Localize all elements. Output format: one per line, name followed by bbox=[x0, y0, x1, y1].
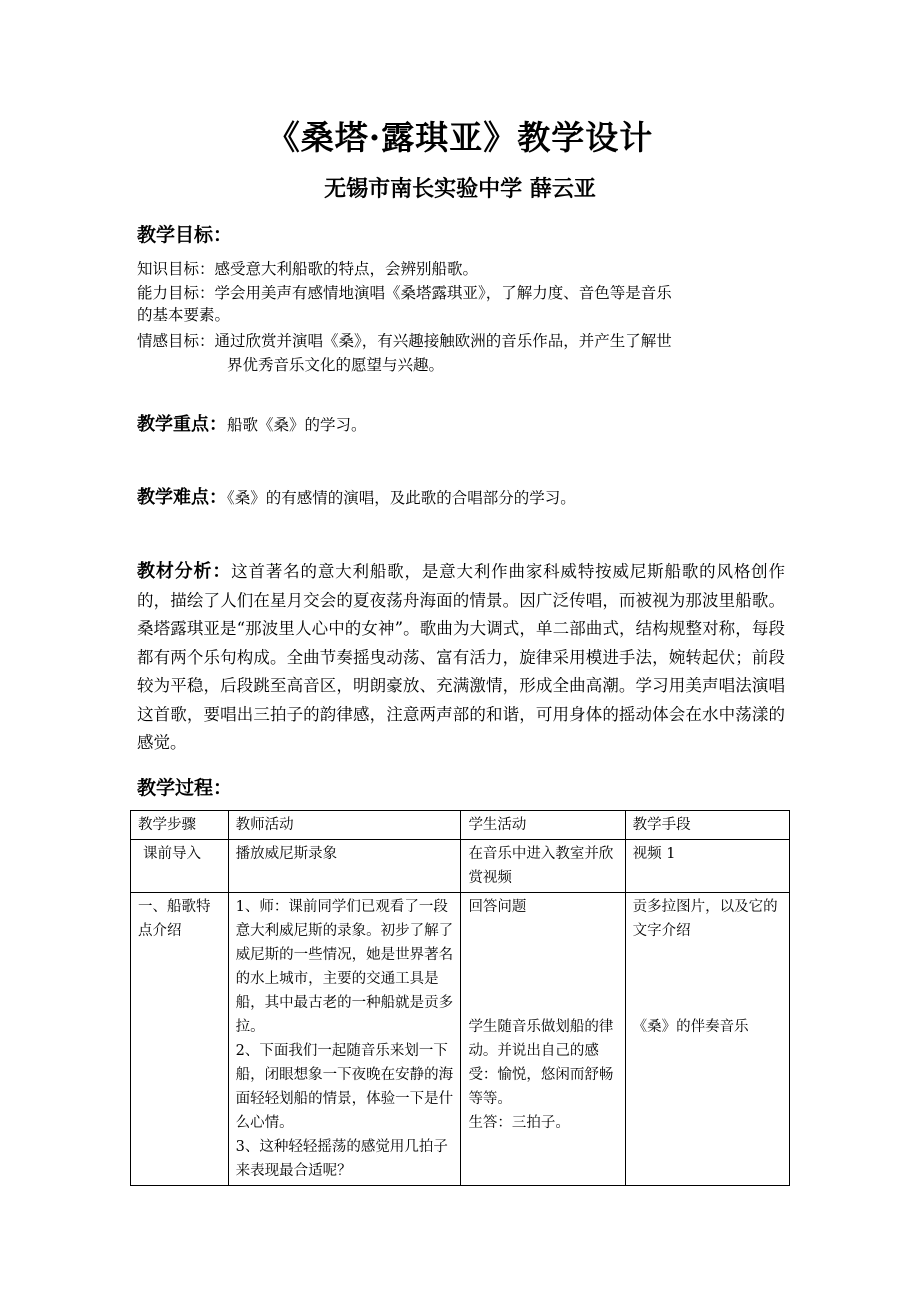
row1-step: 课前导入 bbox=[131, 840, 229, 893]
row2-student bbox=[461, 893, 625, 1186]
row2-teacher-2: 2、下面我们一起随音乐来划一下船，闭眼想象一下夜晚在安静的海面轻轻划船的情景，体验一下是什么心情。 bbox=[235, 1043, 454, 1131]
process-table bbox=[130, 810, 790, 1186]
analysis-heading: 教材分析： bbox=[137, 561, 232, 582]
knowledge-text: 感受意大利船歌的特点，会辨别船歌。 bbox=[214, 260, 479, 278]
header-teacher: 教师活动 bbox=[228, 811, 461, 840]
row2-means-2: 《桑》的伴奏音乐 bbox=[632, 1019, 749, 1035]
row2-means-1: 贡多拉图片，以及它的文字介绍 bbox=[632, 899, 778, 939]
key-point bbox=[137, 410, 785, 440]
process-heading: 教学过程： bbox=[137, 777, 233, 799]
header-means: 教学手段 bbox=[625, 811, 789, 840]
row1-means: 视频 1 bbox=[625, 840, 789, 893]
ability-label: 能力目标： bbox=[137, 284, 215, 302]
emotion-text-2: 界优秀音乐文化的愿望与兴趣。 bbox=[227, 356, 445, 374]
document-subtitle: 无锡市南长实验中学 薛云亚 bbox=[324, 176, 596, 202]
header-step: 教学步骤 bbox=[131, 811, 229, 840]
emotion-label: 情感目标： bbox=[137, 332, 215, 350]
table-header-row bbox=[131, 811, 790, 840]
ability-text-2: 的基本要素。 bbox=[137, 306, 231, 324]
key-point-heading: 教学重点： bbox=[137, 414, 227, 435]
knowledge-label: 知识目标： bbox=[137, 260, 215, 278]
key-point-text: 船歌《桑》的学习。 bbox=[227, 416, 367, 434]
analysis-text: 这首著名的意大利船歌，是意大利作曲家科威特按威尼斯船歌的风格创作的，描绘了人们在星月交会的夏夜荡舟海面的情景。因广泛传唱，而被视为那波里船歌。桑塔露琪亚是“那波里人心中的女神”。歌曲为大调式，单二部曲式，结构规整对称，每段都有两个乐句构成。全曲节奏摇曳动荡、富有活力，旋律采用模进手法，婉转起伏；前段较为平稳，后段跳至高音区，明朗豪放、充满激情，形成全曲高潮。学习用美声唱法演唱这首歌，要唱出三拍子的韵律感，注意两声部的和谐，可用身体的摇动体会在水中荡漾的感觉。 bbox=[137, 562, 786, 752]
objectives-heading: 教学目标： bbox=[137, 224, 233, 246]
analysis bbox=[137, 558, 785, 758]
difficulty-text: 《桑》的有感情的演唱，及此歌的合唱部分的学习。 bbox=[227, 489, 576, 507]
ability-text-1: 学会用美声有感情地演唱《桑塔露琪亚》，了解力度、音色等是音乐 bbox=[214, 284, 672, 302]
table-row bbox=[131, 840, 790, 893]
row2-student-2: 学生随音乐做划船的律动。并说出自己的感受：愉悦，悠闲而舒畅等等。 bbox=[468, 1019, 614, 1107]
ability-objective bbox=[137, 282, 785, 305]
row1-student: 在音乐中进入教室并欣赏视频 bbox=[461, 840, 625, 893]
row2-teacher-3: 3、这种轻轻摇荡的感觉用几拍子来表现最合适呢？ bbox=[235, 1139, 448, 1179]
difficulty bbox=[137, 483, 785, 513]
table-row bbox=[131, 893, 790, 1186]
row1-teacher: 播放威尼斯录象 bbox=[228, 840, 461, 893]
difficulty-heading: 教学难点： bbox=[137, 487, 227, 508]
row2-student-3: 生答：三拍子。 bbox=[468, 1115, 570, 1131]
row2-step: 一、船歌特点介绍 bbox=[131, 893, 229, 1186]
row2-teacher bbox=[228, 893, 461, 1186]
knowledge-objective bbox=[137, 258, 785, 281]
row2-means bbox=[625, 893, 789, 1186]
row2-student-1: 回答问题 bbox=[468, 899, 527, 915]
row2-teacher-1: 1、师：课前同学们已观看了一段意大利威尼斯的录象。初步了解了威尼斯的一些情况，她是世界著名的水上城市，主要的交通工具是船，其中最古老的一种船就是贡多拉。 bbox=[235, 899, 454, 1035]
document-title: 《桑塔·露琪亚》教学设计 bbox=[266, 118, 654, 157]
emotion-text-1: 通过欣赏并演唱《桑》，有兴趣接触欧洲的音乐作品，并产生了解世 bbox=[214, 332, 672, 350]
header-student: 学生活动 bbox=[461, 811, 625, 840]
emotion-objective bbox=[137, 330, 785, 353]
